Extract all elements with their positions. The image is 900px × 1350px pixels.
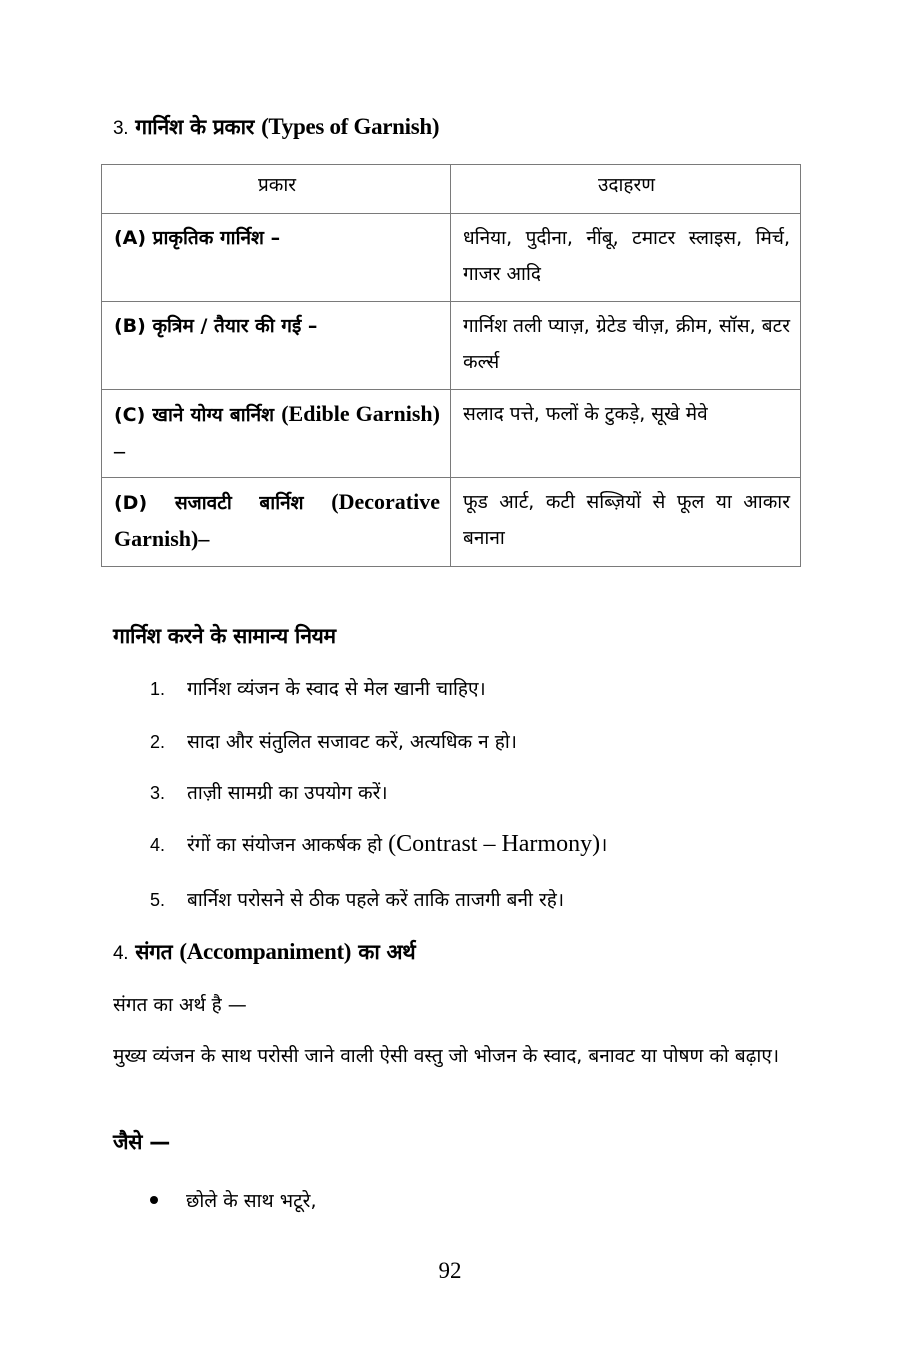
section-title-end: का अर्थ (358, 940, 416, 964)
table-row (102, 478, 801, 567)
type-label: (B) कृत्रिम / तैयार की गई – (114, 315, 318, 337)
example-text: छोले के साथ भटूरे, (186, 1190, 317, 1212)
rules-heading: गार्निश करने के सामान्य नियम (113, 624, 336, 648)
examples-cell: गार्निश तली प्याज़, ग्रेटेड चीज़, क्रीम, सॉस, बटर कर्ल्स (451, 302, 801, 390)
rule-text: रंगों का संयोजन आकर्षक हो (187, 834, 389, 856)
rule-number: 5. (150, 890, 166, 910)
type-label: (D) सजावटी बार्निश (114, 492, 304, 514)
garnish-types-table (101, 164, 801, 567)
examples-cell: फूड आर्ट, कटी सब्ज़ियों से फूल या आकार बनाना (451, 478, 801, 567)
type-label: (C) खाने योग्य बार्निश (114, 404, 275, 426)
type-cell (102, 214, 451, 302)
table-row (102, 214, 801, 302)
rule-item (150, 728, 517, 754)
rule-text-english: (Contrast – Harmony) (388, 831, 601, 857)
rule-text: ताज़ी सामग्री का उपयोग करें। (187, 782, 388, 804)
section-title-hindi: गार्निश के प्रकार (135, 115, 255, 139)
rule-item (150, 779, 388, 805)
example-list-item (150, 1187, 316, 1213)
rule-number: 4. (150, 835, 166, 855)
rule-text: सादा और संतुलित सजावट करें, अत्यधिक न हो। (187, 731, 517, 753)
rule-number: 2. (150, 732, 166, 752)
type-label-english: (Decorative Garnish)– (114, 489, 440, 551)
section-number: 4. (113, 943, 129, 964)
rule-item (150, 675, 486, 701)
meaning-intro: संगत का अर्थ है — (113, 994, 247, 1016)
type-cell (102, 478, 451, 567)
table-row (102, 302, 801, 390)
definition-paragraph: मुख्य व्यंजन के साथ परोसी जाने वाली ऐसी वस्तु जो भोजन के स्वाद, बनावट या पोषण को बढ़ाए। (113, 1045, 780, 1067)
examples-cell: धनिया, पुदीना, नींबू, टमाटर स्लाइस, मिर्च, गाजर आदि (451, 214, 801, 302)
type-cell (102, 390, 451, 478)
rule-text: बार्निश परोसने से ठीक पहले करें ताकि ताजगी बनी रहे। (187, 889, 565, 911)
rule-text-end: । (600, 834, 608, 856)
type-label: (A) प्राकृतिक गार्निश – (114, 227, 281, 249)
type-label-english: (Edible Garnish) – (114, 401, 440, 463)
examples-cell: सलाद पत्ते, फलों के टुकड़े, सूखे मेवे (451, 390, 801, 478)
examples-label: जैसे — (113, 1130, 170, 1154)
rule-item (150, 886, 564, 912)
page-number: 92 (438, 1258, 462, 1283)
table-header-row (102, 165, 801, 214)
section-number: 3. (113, 118, 129, 139)
rule-number: 3. (150, 783, 166, 803)
section-title-english: (Accompaniment) (179, 939, 352, 964)
header-type: प्रकार (102, 165, 451, 214)
section-3-heading (113, 113, 439, 141)
table-row (102, 390, 801, 478)
bullet-icon (150, 1196, 158, 1204)
section-title-english: (Types of Garnish) (261, 114, 440, 139)
header-examples: उदाहरण (451, 165, 801, 214)
rule-text: गार्निश व्यंजन के स्वाद से मेल खानी चाहिए। (187, 678, 486, 700)
rule-item (150, 831, 607, 858)
rule-number: 1. (150, 679, 166, 699)
type-cell (102, 302, 451, 390)
section-title-hindi: संगत (135, 940, 173, 964)
section-4-heading (113, 938, 415, 966)
